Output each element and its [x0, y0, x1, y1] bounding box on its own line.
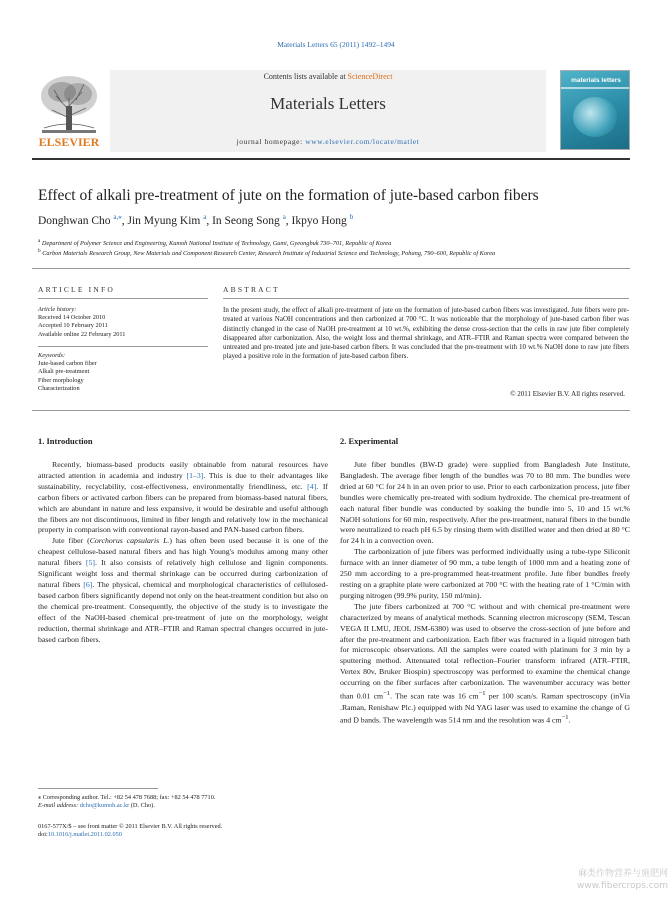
watermark [540, 868, 668, 892]
citation-link[interactable]: [4] [307, 481, 317, 491]
text-run: The jute fibers carbonized at 700 °C without and with chemical pre-treatment were characterized by means of analytical methods. Scanning electron microscopy (SEM, Tescan VEGA II LMU, JEOL JSM-6380) was used to observe the cross-section of jute before and after the pre-treatment and carbonization. Each fiber was fractured in a liquid nitrogen bath for microscopic observations. All the samples were coated with platinum for 3 min by a sputtering method. Attenuated total reflection–Fourier transform infrared (ATR–FTIR, Vertex 80v, Bruker Biospin) spectroscopy was performed to examine the chemical change occurring on the fiber surfaces after carbonization. The wavenumber accuracy was better than 0.01 cm [340, 601, 630, 701]
email-suffix: (D. Cho). [129, 802, 155, 810]
citation-link[interactable]: [5] [85, 558, 95, 568]
divider [32, 268, 630, 269]
journal-citation[interactable]: Materials Letters 65 (2011) 1492–1494 [277, 40, 395, 49]
text-run: . It also consists of relatively high cellulose and lignin components. Significant weight loss and thermal shrinkage can be occurred during carbonization of natural fibers [38, 558, 328, 589]
copyright: © 2011 Elsevier B.V. All rights reserved. [510, 390, 625, 398]
text-run: . [568, 716, 571, 726]
section-heading-experimental: 2. Experimental [340, 436, 399, 446]
divider [38, 298, 208, 299]
article-history [38, 306, 208, 339]
journal-homepage [110, 137, 546, 146]
affiliation [38, 248, 495, 257]
author-name: Jin Myung Kim [127, 214, 201, 227]
header-rule [32, 158, 630, 160]
homepage-link[interactable]: www.elsevier.com/locate/matlet [305, 137, 420, 146]
citation-link[interactable]: [1–3] [186, 470, 204, 480]
text-run: . If carbon fibers or activated carbon fibers can be prepared from biomass-based natural fibers, which are abundant in nature and less expansive, it would be desirable and useful although the fibers are not discontinuous, limited in fiber length and relatively low in the mechanical property in comparison with conventional rayon-based and PAN-based carbon fibers. [38, 481, 329, 535]
author-list: Donghwan Cho $^{a,⁎}$, Jin Myung Kim $^a$, In Seong Song $^a$, Ikpyo Hong $^b$ [38, 213, 354, 227]
journal-title: Materials Letters [270, 94, 386, 113]
contents-prefix: Contents lists available at [263, 72, 348, 81]
keyword[interactable]: Alkali pre-treatment [38, 368, 90, 376]
article-title: Effect of alkali pre-treatment of jute on the formation of jute-based carbon fibers [38, 187, 539, 204]
abstract-heading: ABSTRACT [223, 285, 280, 294]
elsevier-tree-icon [32, 70, 106, 152]
author-name: Donghwan Cho [38, 214, 111, 227]
history-label: Article history: [38, 306, 77, 313]
sciencedirect-link[interactable]: ScienceDirect [347, 72, 393, 81]
paragraph [38, 536, 328, 645]
history-item: Received 14 October 2010 [38, 314, 106, 322]
doi-link[interactable]: 10.1016/j.matlet.2011.02.050 [47, 831, 122, 839]
email-label: E-mail address: [38, 802, 80, 810]
text-run: Recently, biomass-based products easily obtainable from natural resources have attracted attention in academia and industry [38, 460, 328, 480]
author-name: Ikpyo Hong [291, 214, 347, 227]
text-run: . This is due to their advantages like sustainability, recyclability, cost-effectiveness, environmentally friendliness, etc. [38, 470, 328, 491]
publisher-name: ELSEVIER [38, 135, 100, 149]
affiliation-text: Department of Polymer Science and Engineering, Kumoh National Institute of Technology, Gumi, Gyeongbuk 730–701, Republic of Korea [41, 240, 392, 248]
corresponding-author-footnote [38, 794, 328, 811]
keyword[interactable]: Characterization [38, 384, 80, 392]
superscript: −1 [383, 690, 391, 698]
elsevier-logo [32, 70, 106, 152]
section-heading-introduction: 1. Introduction [38, 436, 93, 446]
author-sup[interactable]: b [349, 213, 354, 221]
keywords [38, 352, 208, 393]
watermark-line: 麻类作物营养与施肥网 [577, 869, 668, 879]
text-run: Jute fiber ( [52, 536, 90, 546]
paragraph: The carbonization of jute fibers was performed individually using a tube-type Siliconit furnace with an inner diameter of 90 mm, a tube length of 1000 mm and a heating zone of 250 mm according to a pre-programmed heat-treatment profile. Jute fiber bundles freely resting on a graphite plate were carbonized at 700 °C with the heating rate of 1 °C/min with purging nitrogen (99.9% purity, 150 ml/min). [340, 547, 630, 600]
abstract-text: In the present study, the effect of alkali pre-treatment of jute on the formation of jute-based carbon fibers was investigated. Jute fibers were pre-treated at various NaOH concentrations and then carbonized at 700 °C. It was noticeable that the morphology of jute-based carbon fiber was distinctly changed in the case of NaOH pre-treatment at 10 wt.%, exhibiting the dense cross-section that the cells in raw jute fiber completely disappeared after carbonization. Also, the weight loss and thermal shrinkage, and ATR–FTIR and Raman spectra were compared between the untreated and pre-treated jute and jute-based carbon fibers. It was concluded that the pre-treatment with 10 wt.% NaOH done to raw jute fibers played a positive role in the formation of jute-based carbon fibers. [223, 306, 629, 361]
email-link[interactable]: dcho@kumoh.ac.kr [79, 802, 130, 810]
superscript: −1 [478, 690, 486, 698]
article-info-heading: ARTICLE INFO [38, 285, 115, 294]
contents-line [110, 72, 546, 81]
divider [223, 298, 629, 299]
species-name: Corchorus capsularis L. [89, 536, 170, 546]
watermark-line: www.fibercrops.com [577, 881, 668, 891]
affiliation-text: Carbon Materials Research Group, New Materials and Component Research Center, Research Institute of Industrial Science and Technology, Pohang, 790–600, Republic of Korea [42, 250, 496, 258]
text-run: . The physical, chemical and morphological characteristics of cellulosed-based carbon fibers significantly depend not only on the heat-treatment condition but also on the chemical pre-treatment. Consequently, the objective of the study is to investigate the effect of the NaOH-based chemical pre-treatment of jute on the morphology, weight reduction, thermal shrinkage and ATR–FTIR and Raman spectral changes occurred in jute-based carbon fibers. [38, 579, 328, 644]
citation-link[interactable]: [6] [83, 579, 93, 589]
divider [32, 410, 630, 411]
divider [38, 346, 208, 347]
author-name: In Seong Song [212, 214, 280, 227]
cover-title: materials letters [571, 77, 621, 84]
cover-band [561, 87, 629, 89]
doi-prefix: doi: [38, 831, 48, 839]
keyword[interactable]: Jute-based carbon fiber [38, 360, 97, 368]
homepage-prefix: journal homepage: [236, 137, 306, 146]
paragraph [340, 602, 630, 727]
footnote-text: ⁎ Corresponding author. Tel.: +82 54 478 7688; fax: +82 54 478 7710. [38, 794, 216, 801]
affiliation-sup: b [38, 248, 41, 254]
author-sup[interactable]: a,⁎ [113, 213, 122, 221]
experimental-body [340, 460, 630, 727]
footnote-rule [38, 788, 158, 789]
text-run: ) has often been used because it is one of the cheapest cellulose-based natural fibers and has high Young's modulus among many other natural fibers [38, 536, 328, 568]
history-item: Available online 22 February 2011 [38, 330, 126, 338]
paragraph [38, 460, 328, 536]
issn-line: 0167-577X/$ – see front matter © 2011 Elsevier B.V. All rights reserved. [38, 823, 223, 830]
author-sup[interactable]: a [282, 213, 286, 221]
author-sup[interactable]: a [203, 213, 207, 221]
introduction-body [38, 460, 328, 645]
paragraph: Jute fiber bundles (BW-D grade) were supplied from Bangladesh Jute Institute, Bangladesh. The average fiber length of the bundles was 70 to 80 mm. The bundles were dried at 60 °C for 24 h in an oven prior to use. Prior to each carbonization process, jute fiber bundles were chemically pre-treated with sodium hydroxide. The chemical pre-treatment of each natural fiber bundle was conducted by soaking the bundle into 5, 10 and 15 wt.% NaOH solutions for 60 min, respectively. After the pre-treatment, natural fibers in the bundle were neutralized to reach pH 6.5 by rinsing them with distilled water and then dried at 80 °C for 24 h in a convection oven. [340, 460, 630, 546]
issn-block [38, 823, 338, 840]
affiliation-sup: a [38, 238, 41, 244]
history-item: Accepted 10 February 2011 [38, 322, 108, 330]
text-run: per 100 scan/s. Raman spectroscopy (inVia .Raman, Renishaw Plc.) equipped with Nd YAG laser was used to examine the change of G and D bands. The wavelength was 514 nm and the resolution was 4 cm [340, 691, 630, 726]
text-run: . The scan rate was 16 cm [390, 691, 479, 701]
keyword[interactable]: Fiber morphology [38, 376, 84, 384]
keywords-label: Keywords: [38, 352, 66, 359]
affiliation [38, 238, 391, 247]
journal-cover-image [560, 70, 630, 150]
superscript: −1 [561, 714, 569, 722]
cover-illustration [573, 97, 617, 137]
